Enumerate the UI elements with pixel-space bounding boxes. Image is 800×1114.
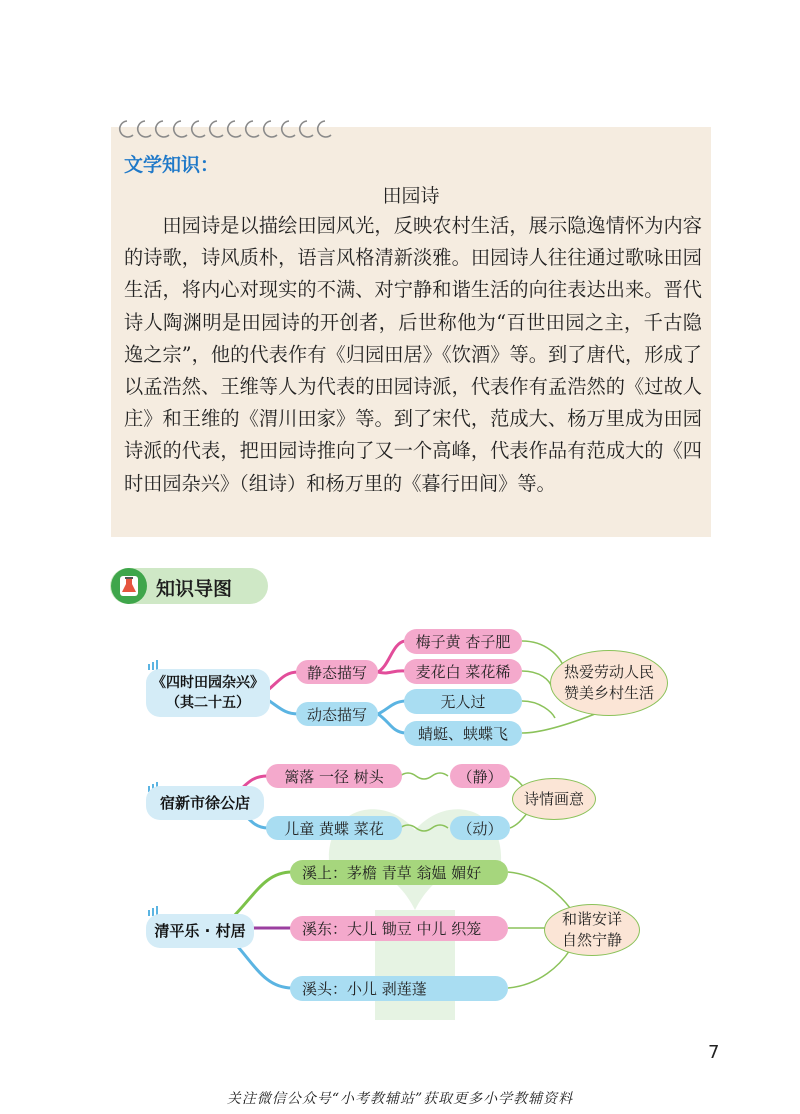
poem-node-sishi-tianyuan: [146, 669, 270, 717]
page-number: 7: [708, 1042, 720, 1063]
theme-harmony-nature: [544, 904, 640, 956]
theme-line2: 赞美乡村生活: [563, 684, 654, 702]
theme-line1: 热爱劳动人民: [563, 663, 654, 681]
branch-dynamic-description: 动态描写: [296, 702, 378, 726]
card-title: 田园诗: [382, 185, 440, 207]
leaf-ertong-huangdie-caihua: 儿童 黄蝶 菜花: [266, 816, 402, 840]
theme-poetic-picturesque: 诗情画意: [512, 778, 596, 820]
leaf-qingting-jiedie: 蜻蜓、蛱蝶飞: [404, 721, 522, 746]
leaf-liluo-yijing-shutou: 篱落 一径 树头: [266, 764, 402, 788]
mindmap-title: 知识导图: [156, 578, 233, 600]
leaf-maihua-caihua: 麦花白 菜花稀: [404, 659, 522, 684]
leaf-wurenguo: 无人过: [404, 689, 522, 714]
leaf-xitou: 溪头：小儿 剥莲蓬: [290, 976, 508, 1001]
tag-dynamic: （动）: [450, 816, 510, 840]
leaf-meizi-xingzi: 梅子黄 杏子肥: [404, 629, 522, 654]
poem-title-line2: （其二十五）: [166, 695, 250, 711]
leaf-xidong: 溪东：大儿 锄豆 中儿 织笼: [290, 916, 508, 941]
card-heading: 文学知识：: [124, 154, 220, 176]
tag-static: （静）: [450, 764, 510, 788]
theme-line2: 自然宁静: [561, 931, 622, 949]
theme-labor-rural-life: [550, 650, 668, 716]
poem-node-suxinshi: 宿新市徐公店: [146, 786, 264, 820]
footer-promo-text: 关注微信公众号“小考教辅站”获取更多小学教辅资料: [226, 1091, 574, 1107]
card-body-text: 田园诗是以描绘田园风光，反映农村生活，展示隐逸情怀为内容的诗歌，诗风质朴，语言风格清新淡雅。田园诗人往往通过歌咏田园生活，将内心对现实的不满、对宁静和谐生活的向往表达出来。晋代诗人陶渊明是田园诗的开创者，后世称他为“百世田园之主，千古隐逸之宗”，他的代表作有《归园田居》《饮酒》等。到了唐代，形成了以孟浩然、王维等人为代表的田园诗派，代表作有孟浩然的《过故人庄》和王维的《渭川田家》等。到了宋代，范成大、杨万里成为田园诗派的代表，把田园诗推向了又一个高峰，代表作品有范成大的《四时田园杂兴》（组诗）和杨万里的《暮行田间》等。: [124, 214, 702, 495]
poem-node-qingpingyue: 清平乐 · 村居: [146, 914, 254, 948]
branch-static-description: 静态描写: [296, 660, 378, 684]
theme-line1: 和谐安详: [561, 910, 622, 928]
poem-title-line1: 《四时田园杂兴》: [152, 675, 264, 691]
leaf-xishang: 溪上：茅檐 青草 翁媪 媚好: [290, 860, 508, 885]
